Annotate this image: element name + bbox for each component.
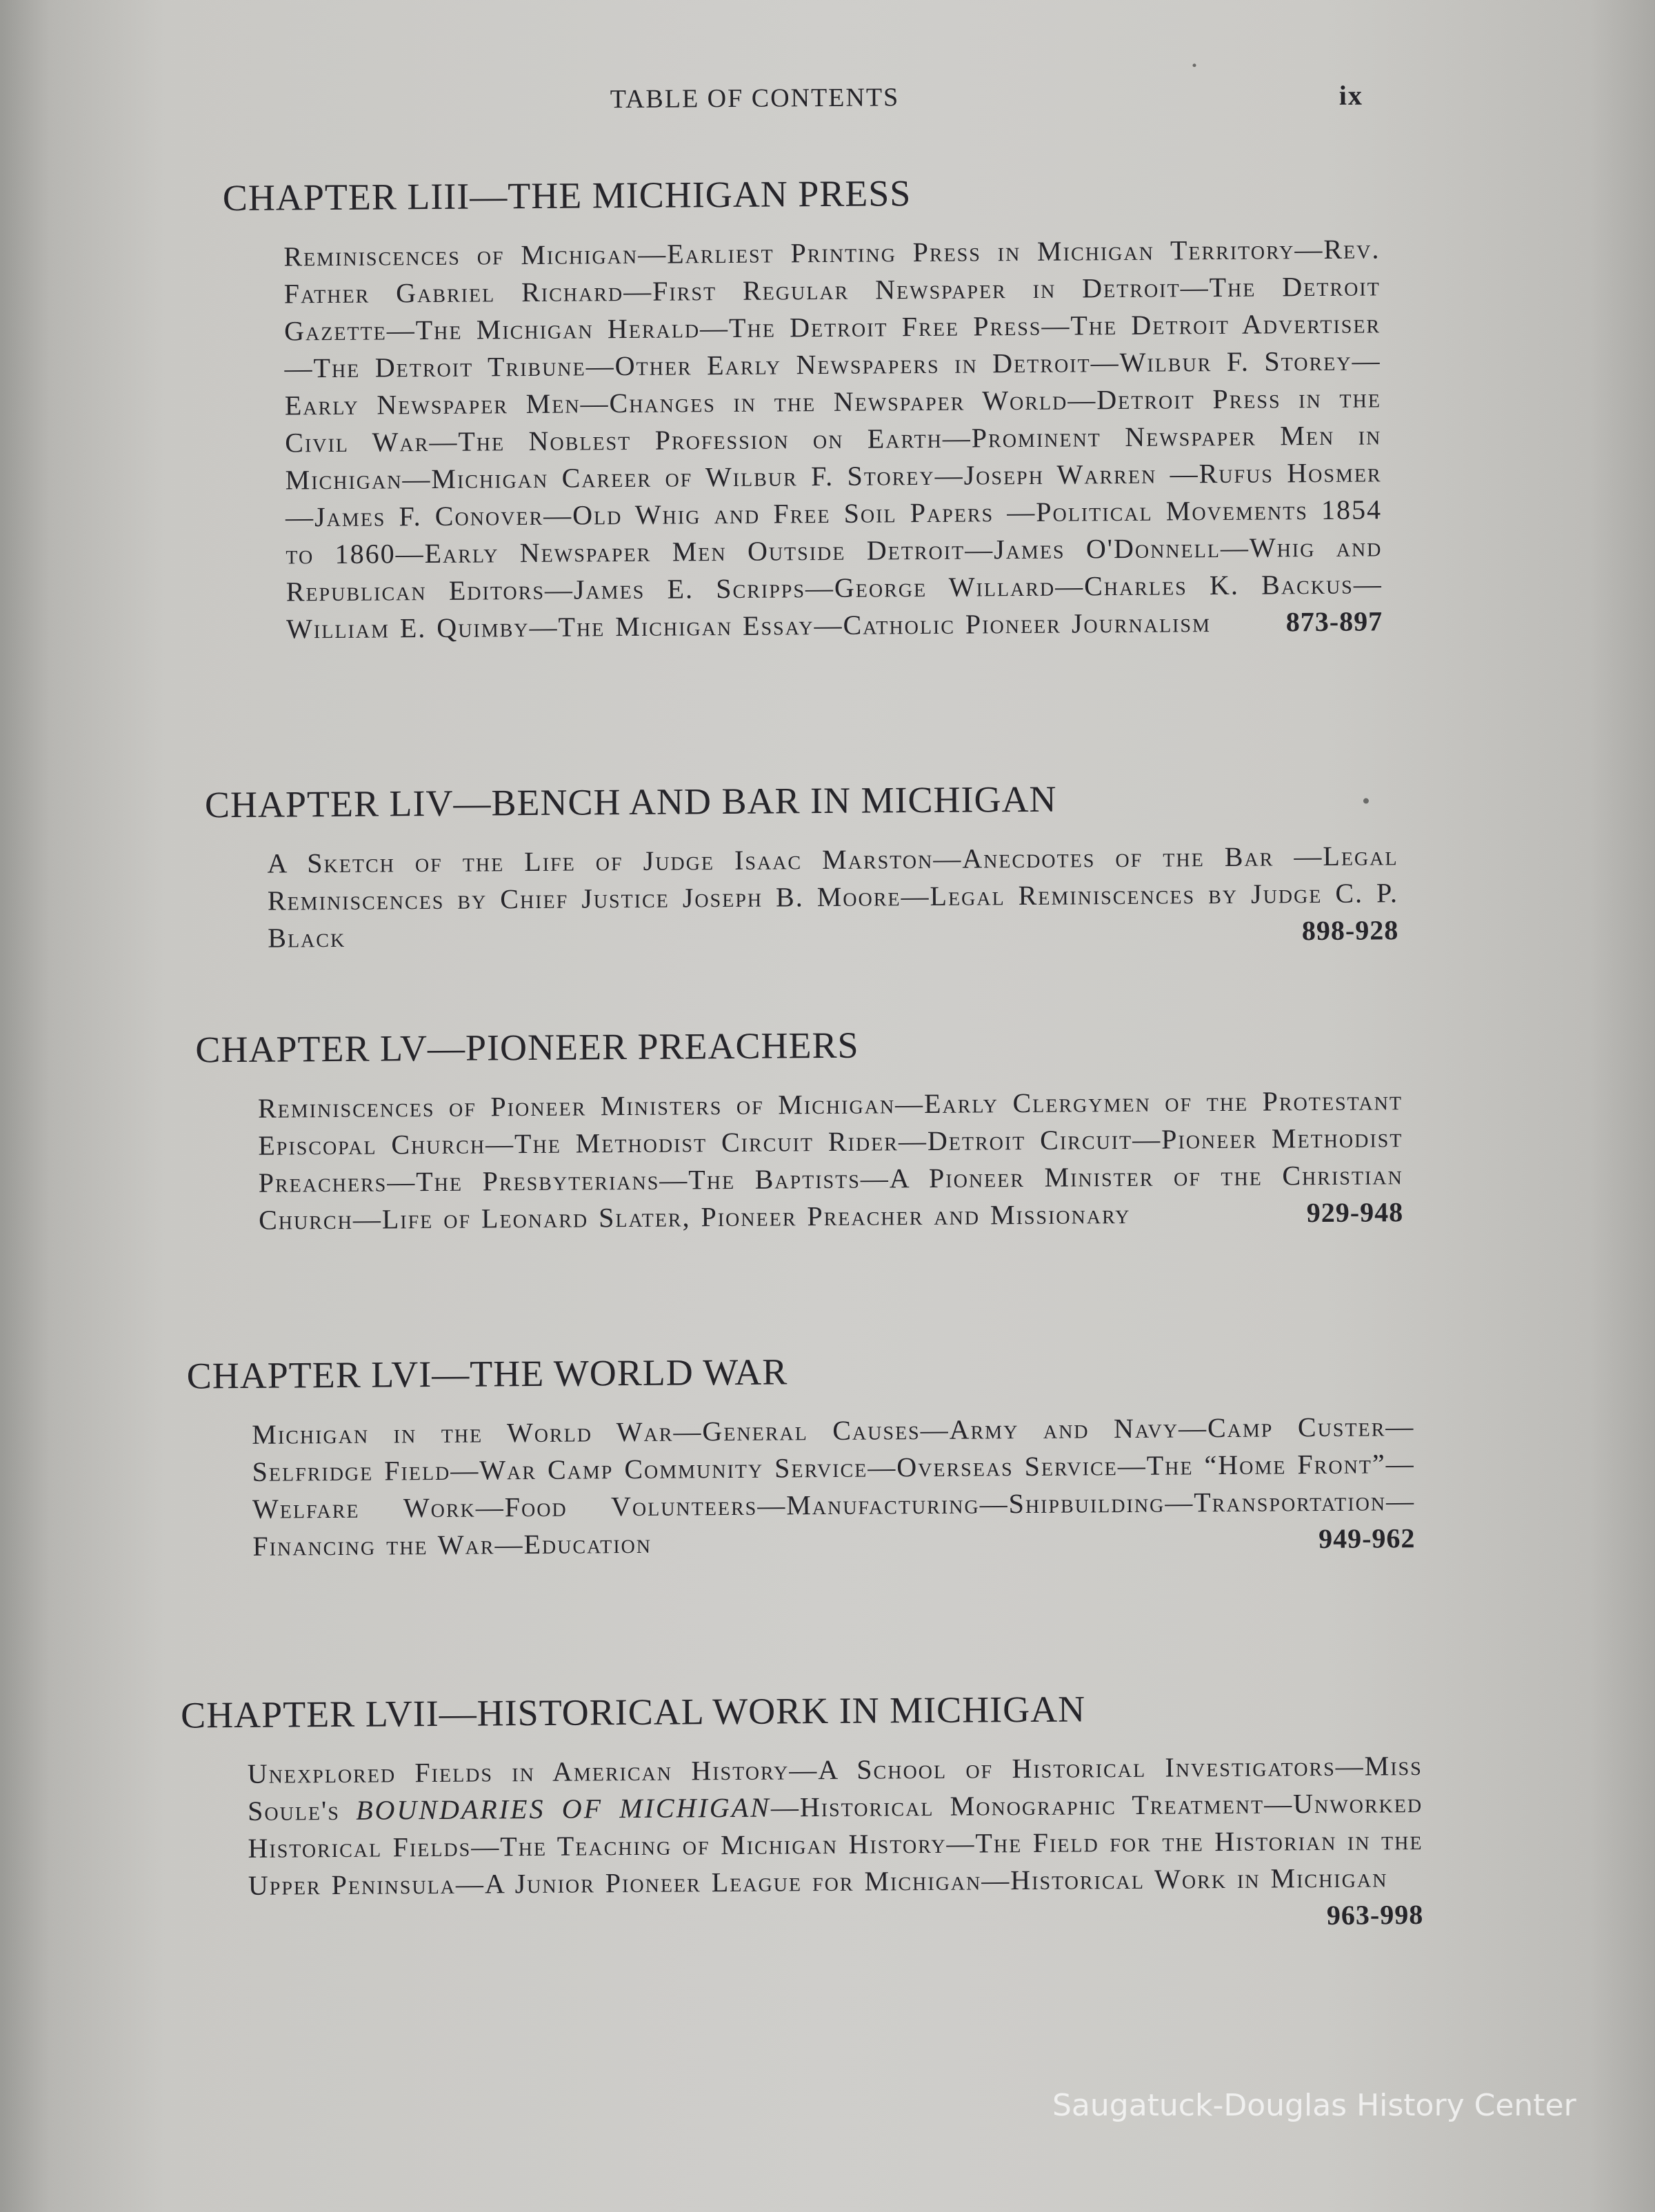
- summary-text: Michigan in the World War—General Causes—Army and Navy—Camp Custer—Selfridge Field—War Camp Community Service—Overseas Service—The “Home Front”—Welfare Work—Food Volunteers—Manufacturing—Shipbuilding—Transportation—Financing the War—Education: [252, 1411, 1416, 1562]
- page-range: 873-897: [1285, 605, 1383, 638]
- page-range: 898-928: [1301, 914, 1399, 947]
- summary-text: Reminiscences of Michigan—Earliest Printing Press in Michigan Territory—Rev. Father Gabriel Richard—First Regular Newspaper in Detroit—The Detroit Gazette—The Michigan Herald—The Detroit Free Press—The Detroit Advertiser—The Detroit Tribune—Other Early Newspapers in Detroit—Wilbur F. Storey—Early Newspaper Men—Changes in the Newspaper World—Detroit Press in the Civil War—The Noblest Profession on Earth—Prominent Newspaper Men in Michigan—Michigan Career of Wilbur F. Storey—Joseph Warren —Rufus Hosmer—James F. Conover—Old Whig and Free Soil Papers —Political Movements 1854 to 1860—Early Newspaper Men Outside Detroit—James O'Donnell—Whig and Republican Editors—James E. Scripps—George Willard—Charles K. Backus—William E. Quimby—The Michigan Essay—Catholic Pioneer Journalism: [283, 233, 1383, 645]
- chapter-54: [205, 775, 1399, 957]
- chapter-summary: [223, 230, 1383, 648]
- page-range: 963-998: [1326, 1898, 1424, 1931]
- page-range: 929-948: [1306, 1196, 1404, 1229]
- summary-text: A Sketch of the Life of Judge Isaac Marston—Anecdotes of the Bar —Legal Reminiscences by Chief Justice Joseph B. Moore—Legal Reminiscences by Judge C. P. Black: [267, 840, 1399, 954]
- chapter-title: CHAPTER LIII—THE MICHIGAN PRESS: [222, 172, 912, 219]
- chapter-title: CHAPTER LVII—HISTORICAL WORK IN MICHIGAN: [180, 1688, 1086, 1736]
- watermark: Saugatuck-Douglas History Center: [1052, 2088, 1576, 2123]
- paper-speck: [1192, 63, 1196, 67]
- paper-speck: [1363, 798, 1369, 804]
- header-title: TABLE OF CONTENTS: [610, 83, 900, 114]
- summary-text: Reminiscences of Pioneer Ministers of Michigan—Early Clergymen of the Protestant Episcopal Church—The Methodist Circuit Rider—Detroit Circuit—Pioneer Methodist Preachers—The Presbyterians—The Baptists—A Pioneer Minister of the Christian Church—Life of Leonard Slater, Pioneer Preacher and Missionary: [257, 1085, 1403, 1236]
- summary-text: Unexplored Fields in American History—A School of Historical Investigators—Miss Soule's: [247, 1750, 1423, 1827]
- chapter-summary: [205, 837, 1398, 957]
- chapter-title: CHAPTER LVI—THE WORLD WAR: [186, 1351, 788, 1397]
- chapter-56: [187, 1346, 1416, 1565]
- chapter-title: CHAPTER LV—PIONEER PREACHERS: [195, 1024, 859, 1071]
- page-number: ix: [1338, 79, 1364, 111]
- chapter-53: [223, 168, 1385, 648]
- page-range: 949-962: [1318, 1522, 1416, 1555]
- summary-text: —Historical Monographic Treatment—Unworked Historical Fields—The Teaching of Michigan History—The Field for the Historian in the Upper Peninsula—A Junior Pioneer League for Michigan—Historical Work in Michigan: [248, 1787, 1423, 1901]
- running-header: [0, 77, 1648, 130]
- book-title: BOUNDARIES OF MICHIGAN: [355, 1791, 772, 1826]
- chapter-title: CHAPTER LIV—BENCH AND BAR IN MICHIGAN: [204, 778, 1057, 826]
- chapter-summary: [187, 1408, 1415, 1565]
- chapter-57: [181, 1685, 1423, 1942]
- chapter-summary: [196, 1082, 1403, 1239]
- chapter-55: [195, 1020, 1410, 1239]
- chapter-summary: [181, 1747, 1424, 1931]
